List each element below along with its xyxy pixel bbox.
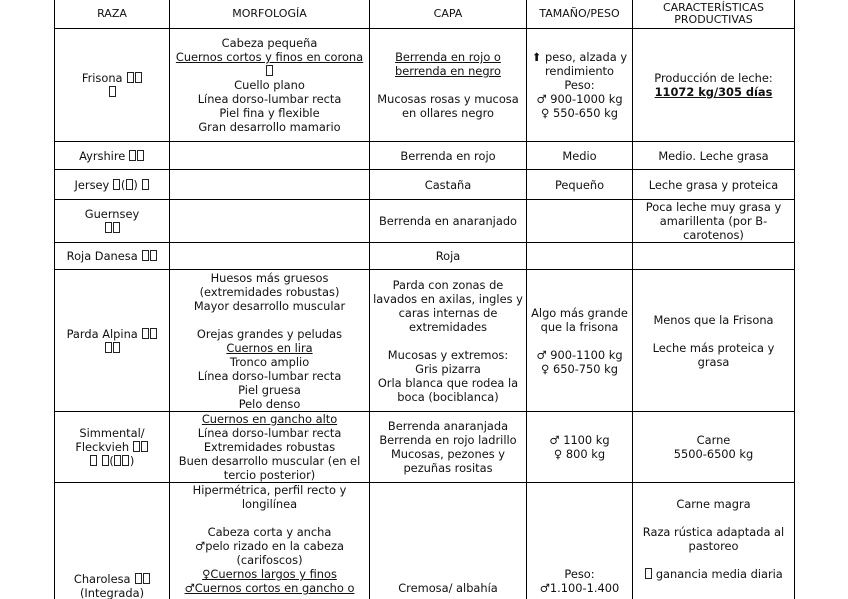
coat-cell: Berrenda en rojo <box>370 142 527 170</box>
breeds-table <box>54 0 795 599</box>
table-row <box>55 200 795 243</box>
breed-cell: Roja Danesa <box>55 243 170 270</box>
coat-cell: Parda con zonas de lavados en axilas, ingles y caras internas de extremidades Mucosas y extremos: Gris pizarra Orla blanca que rodea la boca (bociblanca) <box>370 270 527 412</box>
flag-icon: ( ) <box>90 454 135 468</box>
header-row <box>55 0 795 29</box>
breed-cell <box>55 29 170 142</box>
flag-icon <box>134 572 150 586</box>
production-cell: Medio. Leche grasa <box>633 142 795 170</box>
arrow-icon <box>644 567 652 581</box>
production-cell: Carne magra Raza rústica adaptada al pastoreo ganancia media diaria <box>633 483 795 599</box>
table-row <box>55 142 795 170</box>
production-cell: Producción de leche: 11072 kg/305 días <box>633 29 795 142</box>
production-cell: Leche grasa y proteica <box>633 170 795 200</box>
coat-cell: Roja <box>370 243 527 270</box>
size-cell: ⬆ peso, alzada y rendimiento Peso: ♂ 900-1000 kg ♀ 550-650 kg <box>527 29 633 142</box>
flag-icon: ( ) <box>113 178 150 192</box>
size-cell <box>527 243 633 270</box>
production-cell <box>633 243 795 270</box>
coat-cell: Berrenda en anaranjado <box>370 200 527 243</box>
size-cell: ♂ 1100 kg ♀ 800 kg <box>527 412 633 483</box>
flag-icon <box>141 327 157 341</box>
morphology-cell <box>170 200 370 243</box>
coat-cell: Berrenda anaranjada Berrenda en rojo ladrillo Mucosas, pezones y pezuñas rositas <box>370 412 527 483</box>
flag-icon <box>108 85 116 99</box>
horn-icon <box>266 64 274 78</box>
coat-cell: Cremosa/ albahía <box>370 483 527 599</box>
flag-icon <box>141 249 157 263</box>
header-raza: RAZA <box>55 0 170 29</box>
size-cell <box>527 200 633 243</box>
table-row <box>55 412 795 483</box>
morphology-cell: Hipermétrica, perfil recto y longilínea Cabeza corta y ancha ♂pelo rizado en la cabeza (carifoscos) ♀Cuernos largos y finos ♂Cuernos cortos en gancho o <box>170 483 370 599</box>
table-row <box>55 29 795 142</box>
morphology-cell <box>170 243 370 270</box>
production-cell: Carne 5500-6500 kg <box>633 412 795 483</box>
table-row <box>55 483 795 599</box>
morphology-cell <box>170 170 370 200</box>
size-cell: Algo más grande que la frisona ♂ 900-1100 kg ♀ 650-750 kg <box>527 270 633 412</box>
production-cell: Menos que la Frisona Leche más proteica y grasa <box>633 270 795 412</box>
size-cell: Pequeño <box>527 170 633 200</box>
header-morfologia: MORFOLOGÍA <box>170 0 370 29</box>
header-tamano: TAMAÑO/PESO <box>527 0 633 29</box>
production-cell: Poca leche muy grasa y amarillenta (por B-carotenos) <box>633 200 795 243</box>
table-row <box>55 270 795 412</box>
breed-cell: Guernsey <box>55 200 170 243</box>
breed-name: Frisona <box>81 71 123 85</box>
flag-icon <box>58 221 166 235</box>
coat-cell: Castaña <box>370 170 527 200</box>
morphology-cell: Cuernos en gancho alto Línea dorso-lumbar recta Extremidades robustas Buen desarrollo muscular (en el tercio posterior) <box>170 412 370 483</box>
breed-cell: Simmental/ Fleckvieh ( ) <box>55 412 170 483</box>
flag-icon <box>129 149 145 163</box>
flag-icon <box>104 341 120 355</box>
breed-cell: Charolesa (Integrada) <box>55 483 170 599</box>
breed-cell: Ayrshire <box>55 142 170 170</box>
morphology-cell: Huesos más gruesos (extremidades robustas) Mayor desarrollo muscular Orejas grandes y peludas Cuernos en lira Tronco amplio Línea dorso-lumbar recta Piel gruesa Pelo denso <box>170 270 370 412</box>
size-cell: Medio <box>527 142 633 170</box>
size-cell: Peso: ♂1.100-1.400 <box>527 483 633 599</box>
breed-cell: Parda Alpina <box>55 270 170 412</box>
breed-cell: Jersey ( ) <box>55 170 170 200</box>
coat-cell: Berrenda en rojo o berrenda en negro Mucosas rosas y mucosa en ollares negro <box>370 29 527 142</box>
morphology-cell: Cabeza pequeña Cuernos cortos y finos en corona Cuello plano Línea dorso-lumbar recta Piel fina y flexible Gran desarrollo mamario <box>170 29 370 142</box>
flag-icon <box>133 440 149 454</box>
table-row <box>55 170 795 200</box>
header-caracteristicas: CARACTERÍSTICAS PRODUCTIVAS <box>633 0 795 29</box>
table-row <box>55 243 795 270</box>
flag-icon <box>126 71 142 85</box>
morphology-cell <box>170 142 370 170</box>
header-capa: CAPA <box>370 0 527 29</box>
